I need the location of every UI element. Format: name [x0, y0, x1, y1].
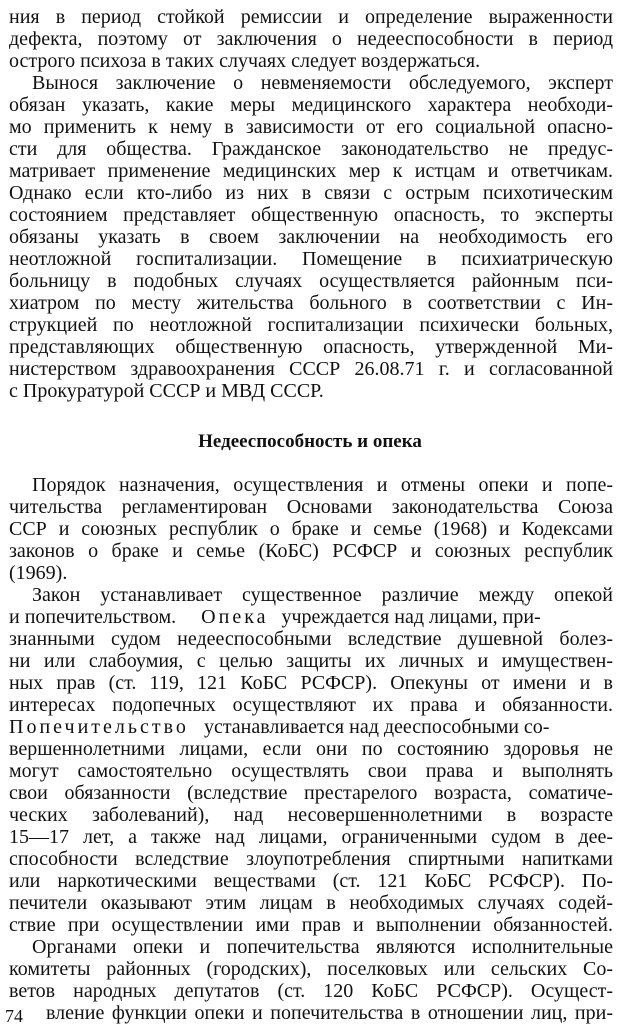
- text-line: комитеты районных (городских), поселковых или сельских Со-: [9, 958, 613, 980]
- page-number: 74: [5, 1006, 23, 1026]
- term-opeka: Опека: [201, 606, 269, 628]
- text-line: вершеннолетними лицами, если они по состоянию здоровья не: [9, 738, 613, 760]
- section-heading: Недееспособность и опека: [198, 431, 422, 452]
- text-line: ветов народных депутатов (ст. 120 КоБС РСФСР). Осущест-: [9, 980, 613, 1002]
- term-popechitelstvo: Попечительство: [9, 716, 189, 738]
- text-line: способности вследствие злоупотребления спиртными напитками: [9, 848, 613, 870]
- text-fragment: учреждается над лицами, при-: [281, 606, 541, 628]
- text-fragment: и попечительством.: [9, 606, 177, 628]
- text-line: Органами опеки и попечительства являются исполнительные: [32, 936, 613, 958]
- text-line: печители оказывают этим лицам в необходимых случаях содей-: [9, 892, 613, 914]
- text-line: мо применить к нему в зависимости от его социальной опасно-: [9, 116, 613, 138]
- text-line: чительства регламентирован Основами законодательства Союза: [9, 496, 613, 518]
- text-line: интересах подопечных осуществляют их права и обязанности.: [9, 694, 613, 716]
- text-line: матривает применение медицинских мер к истцам и ответчикам.: [9, 160, 613, 182]
- text-line: [9, 716, 613, 738]
- text-line: обязан указать, какие меры медицинского характера необходи-: [9, 94, 613, 116]
- text-line: ческих заболеваний), над несовершеннолетними в возрасте: [9, 804, 613, 826]
- text-line: (1969).: [9, 562, 68, 584]
- text-line: ных прав (ст. 119, 121 КоБС РСФСР). Опекуны от имени и в: [9, 672, 613, 694]
- text-line: законов о браке и семье (КоБС) РСФСР и союзных республик: [9, 540, 613, 562]
- text-line: ния в период стойкой ремиссии и определение выраженности: [9, 6, 613, 28]
- text-line: Порядок назначения, осуществления и отмены опеки и попе-: [32, 474, 613, 496]
- text-line: могут самостоятельно осуществлять свои права и выполнять: [9, 760, 613, 782]
- text-line: ствие при осуществлении ими прав и выполнении обязанностей.: [9, 914, 613, 936]
- text-line: вление функции опеки и попечительства в отношении лиц, при-: [46, 1002, 613, 1024]
- text-line: дефекта, поэтому от заключения о недееспособности в период: [9, 28, 613, 50]
- text-line: нистерством здравоохранения СССР 26.08.71 г. и согласованной: [9, 358, 613, 380]
- text-line: неотложной госпитализации. Помещение в психиатрическую: [9, 248, 613, 270]
- text-line: обязаны указать в своем заключении на необходимость его: [9, 226, 613, 248]
- text-fragment: устанавливается над дееспособными со-: [203, 716, 550, 738]
- text-line: острого психоза в таких случаях следует воздержаться.: [9, 50, 481, 72]
- text-line: хиатром по месту жительства больного в соответствии с Ин-: [9, 292, 613, 314]
- text-line: состоянием представляет общественную опасность, то эксперты: [9, 204, 613, 226]
- text-line: Однако если кто-либо из них в связи с острым психотическим: [9, 182, 613, 204]
- text-line: ССР и союзных республик о браке и семье (1968) и Кодексами: [9, 518, 613, 540]
- text-line: Вынося заключение о невменяемости обследуемого, эксперт: [32, 72, 613, 94]
- text-line: или наркотическими веществами (ст. 121 КоБС РСФСР). По-: [9, 870, 613, 892]
- text-line: с Прокуратурой СССР и МВД СССР.: [9, 380, 324, 402]
- text-line: больницу в подобных случаях осуществляется районным пси-: [9, 270, 613, 292]
- text-line: представляющих общественную опасность, утвержденной Ми-: [9, 336, 613, 358]
- text-line: [9, 606, 613, 628]
- text-line: свои обязанности (вследствие престарелого возраста, соматиче-: [9, 782, 613, 804]
- text-line: знанными судом недееспособными вследствие душевной болез-: [9, 628, 613, 650]
- text-line: струкцией по неотложной госпитализации психически больных,: [9, 314, 613, 336]
- text-line: 15—17 лет, а также над лицами, ограниченными судом в дее-: [9, 826, 613, 848]
- text-line: Закон устанавливает существенное различие между опекой: [32, 584, 613, 606]
- text-line: сти для общества. Гражданское законодательство не предус-: [9, 138, 613, 160]
- text-line: ни или слабоумия, с целью защиты их личных и имуществен-: [9, 650, 613, 672]
